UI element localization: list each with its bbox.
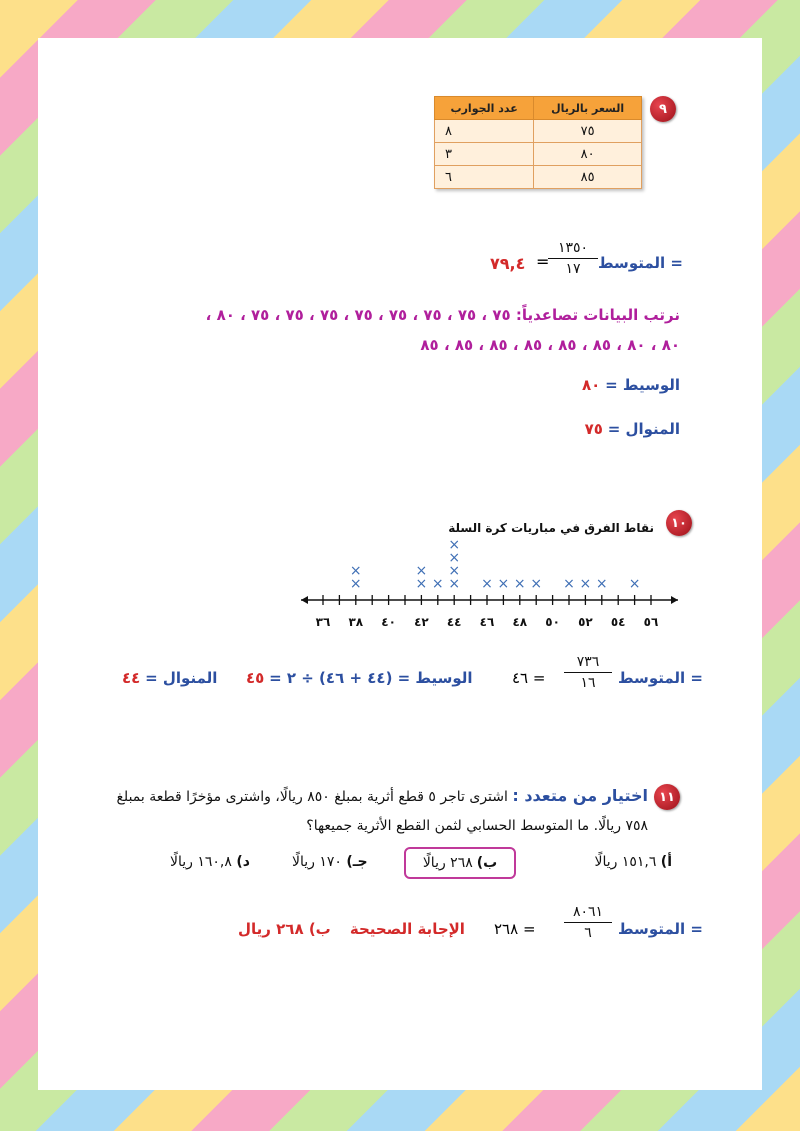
plot-mark: × (513, 576, 526, 592)
q9-median (582, 376, 680, 394)
plot-mark: × (349, 576, 362, 592)
plot-mark: × (530, 576, 543, 592)
q11-answer-label: الإجابة الصحيحة (349, 920, 465, 938)
q10-mean-label: المتوسط = (618, 669, 703, 687)
plot-mark: × (448, 538, 461, 553)
q10-mode (122, 669, 217, 687)
q9-mode-value: ٧٥ (584, 420, 603, 438)
line-plot (293, 538, 688, 638)
q9-mean-numerator: ١٣٥٠ (557, 240, 589, 256)
q11-text-2: ٧٥٨ ريالًا. ما المتوسط الحسابي لثمن القطع الأثرية جميعها؟ (306, 818, 648, 834)
q9-order-line-1 (206, 306, 680, 324)
table-cell: ٨ (435, 120, 534, 143)
tick-label: ٤٤ (446, 615, 462, 629)
table-header-count: عدد الجوارب (435, 97, 534, 120)
q9-mean-label: المتوسط = (598, 254, 683, 272)
table-row (435, 143, 642, 166)
option-c-text: ١٧٠ ريالًا (292, 854, 342, 870)
plot-mark: × (595, 576, 608, 592)
q9-order-line-2: ٨٠ ، ٨٠ ، ٨٥ ، ٨٥ ، ٨٥ ، ٨٥ ، ٨٥ ، ٨٥ (420, 336, 680, 354)
table-cell: ٦ (435, 166, 534, 189)
question-10-badge: ١٠ (666, 510, 692, 536)
q11-text-1: اشترى تاجر ٥ قطع أثرية بمبلغ ٨٥٠ ريالًا، واشترى مؤخرًا قطعة بمبلغ (116, 789, 508, 805)
q11-answer-value: ب) ٢٦٨ ريال (238, 920, 331, 938)
q11-mean-denominator: ٦ (584, 925, 592, 941)
table-cell: ٧٥ (534, 120, 642, 143)
tick-label: ٥٢ (578, 615, 593, 629)
q9-order-label: نرتب البيانات تصاعدياً: (515, 306, 680, 324)
q10-mean-fraction (564, 654, 612, 691)
plot-mark: × (349, 563, 362, 579)
q9-mean-denominator: ١٧ (565, 261, 581, 277)
q10-mode-value: ٤٤ (122, 669, 141, 687)
q10-median-text: الوسيط = (٤٤ + ٤٦) ÷ ٢ = (269, 669, 473, 687)
option-d-letter: د) (236, 854, 250, 870)
tick-label: ٣٨ (348, 615, 364, 629)
q10-mode-label: المنوال = (145, 669, 218, 687)
q11-line-1 (116, 786, 648, 805)
q9-median-value: ٨٠ (582, 376, 601, 394)
option-b-text: ٢٦٨ ريالًا (422, 855, 473, 871)
fraction-bar (548, 258, 598, 259)
q9-mean-fraction (548, 240, 598, 277)
q11-mean-label: المتوسط = (618, 920, 703, 938)
q9-mode (585, 420, 680, 438)
plot-mark: × (448, 576, 461, 592)
q11-title: اختيار من متعدد : (512, 786, 648, 805)
tick-label: ٣٦ (315, 615, 331, 629)
option-c-letter: جـ) (346, 854, 368, 870)
equals-sign: = (536, 252, 550, 271)
table-row (435, 166, 642, 189)
tick-label: ٤٢ (414, 615, 429, 629)
tick-label: ٥٠ (545, 615, 560, 629)
q11-mean-fraction (564, 904, 612, 941)
table-cell: ٨٠ (534, 143, 642, 166)
q10-median (246, 669, 473, 687)
table-cell: ٨٥ (534, 166, 642, 189)
plot-mark: × (448, 563, 461, 579)
price-table (434, 96, 642, 189)
option-d-text: ١٦٠,٨ ريالًا (170, 854, 232, 870)
tick-label: ٥٦ (643, 615, 659, 629)
fraction-bar (564, 922, 612, 923)
plot-mark: × (415, 563, 428, 579)
worksheet-page (38, 38, 762, 1090)
q10-mean-denominator: ١٦ (580, 675, 596, 691)
q11-answer (238, 920, 465, 938)
table-cell: ٣ (435, 143, 534, 166)
q10-mean-result: = ٤٦ (512, 669, 546, 687)
q9-median-label: الوسيط = (605, 376, 680, 394)
option-a (594, 854, 672, 870)
question-11-badge: ١١ (654, 784, 680, 810)
q11-mean-result: = ٢٦٨ (494, 920, 536, 938)
plot-mark: × (563, 576, 575, 592)
plot-mark: × (481, 576, 493, 592)
tick-label: ٤٠ (381, 615, 396, 629)
q11-mean-numerator: ٨٠٦١ (572, 904, 604, 920)
plot-mark: × (448, 550, 461, 566)
option-b-highlight (404, 847, 516, 879)
option-a-text: ١٥١,٦ ريالًا (594, 854, 657, 870)
tick-label: ٥٤ (610, 615, 626, 629)
q10-mean-numerator: ٧٣٦ (576, 654, 600, 670)
plot-mark: × (431, 576, 444, 592)
option-a-letter: أ) (660, 854, 672, 870)
option-d (170, 854, 250, 870)
plot-mark: × (579, 576, 592, 592)
question-9-badge: ٩ (650, 96, 676, 122)
plot-mark: × (628, 576, 641, 592)
tick-label: ٤٦ (479, 615, 495, 629)
axis-arrow-right (671, 596, 678, 604)
axis-arrow-left (301, 596, 308, 604)
chart-title: نقاط الفرق في مباريات كرة السلة (448, 521, 654, 535)
table-header-price: السعر بالريال (534, 97, 642, 120)
table-row (435, 120, 642, 143)
plot-mark: × (497, 576, 510, 592)
option-c (292, 854, 368, 870)
q10-median-value: ٤٥ (246, 669, 265, 687)
plot-mark: × (415, 576, 428, 592)
tick-label: ٤٨ (512, 615, 528, 629)
q9-mean-result: ٧٩,٤ (490, 254, 526, 273)
q9-order-values-1: ٧٥ ، ٧٥ ، ٧٥ ، ٧٥ ، ٧٥ ، ٧٥ ، ٧٥ ، ٧٥ ، ٨٠ ، (205, 306, 511, 324)
option-b-letter: ب) (476, 855, 498, 871)
fraction-bar (564, 672, 612, 673)
q9-mode-label: المنوال = (607, 420, 680, 438)
